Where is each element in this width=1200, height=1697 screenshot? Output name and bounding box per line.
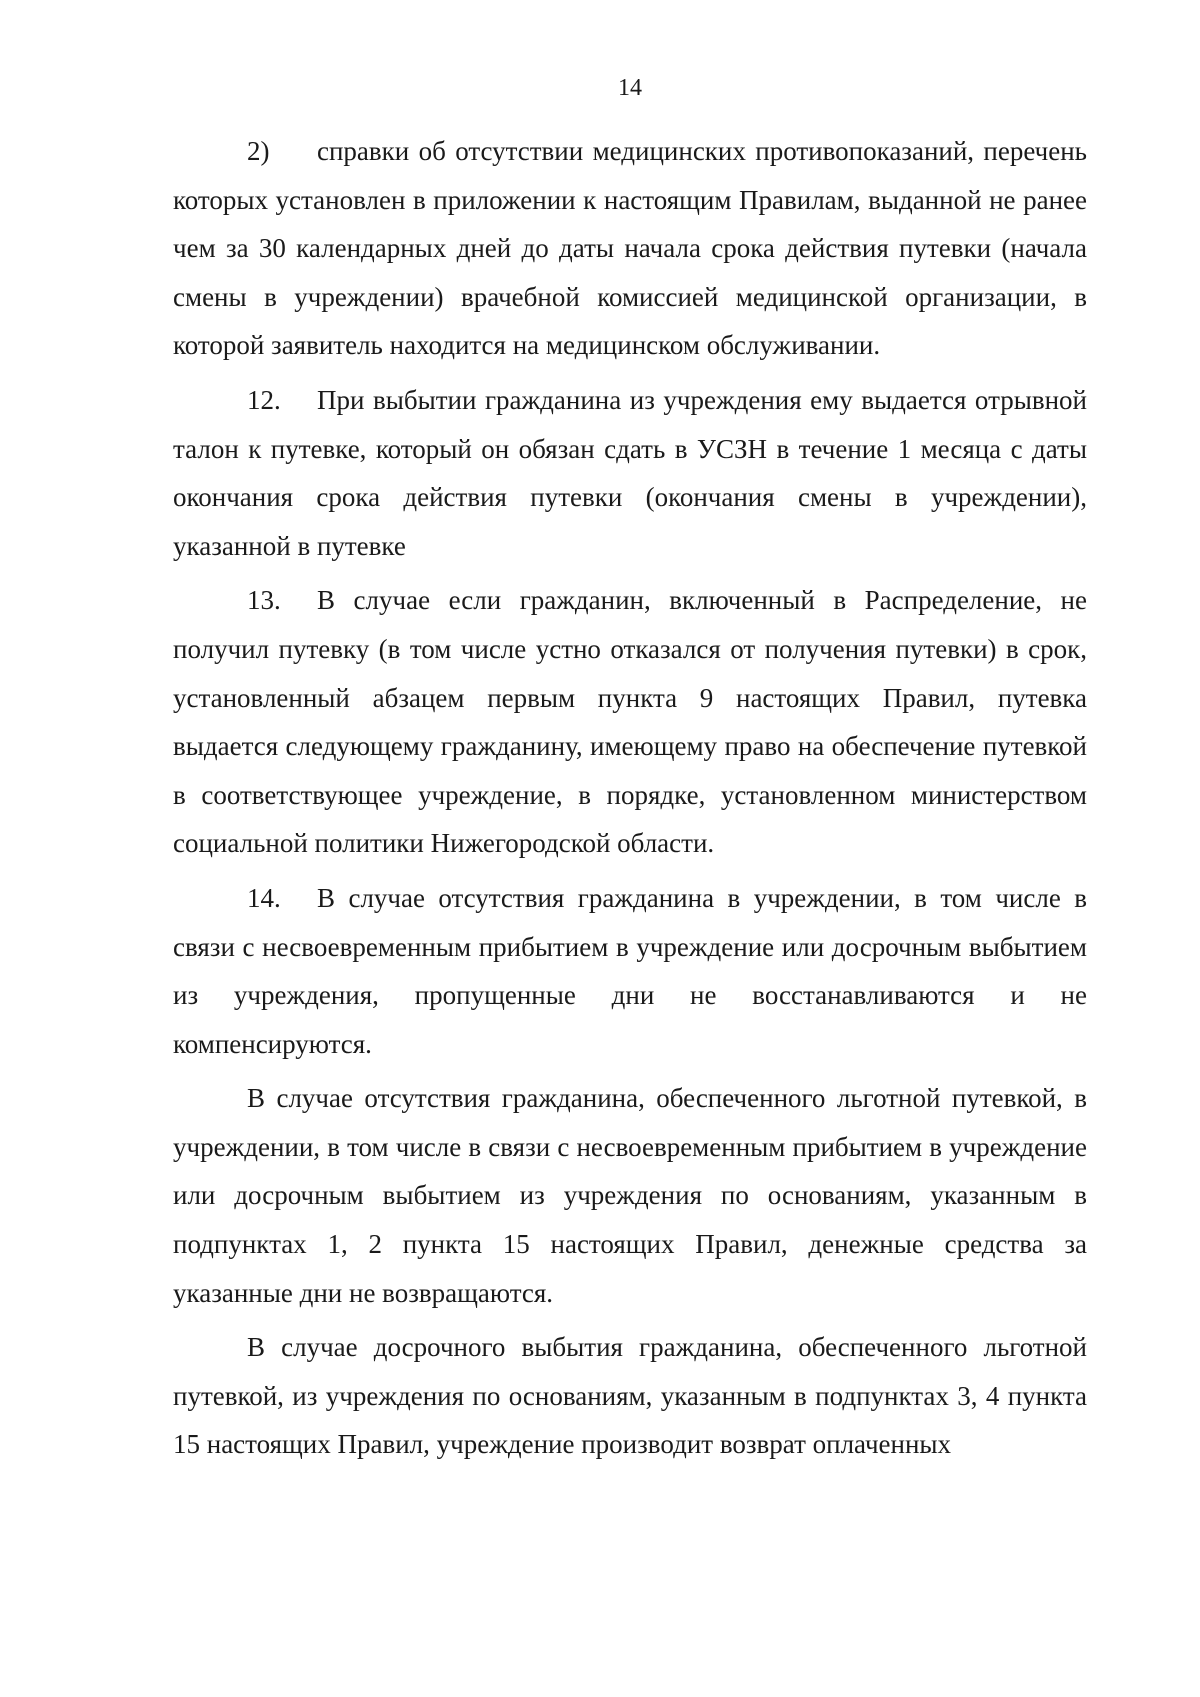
paragraph-text: В случае отсутствия гражданина в учреждении, в том числе в связи с несвоевременным прибытием в учреждение или досрочным выбытием из учреждения, пропущенные дни не восстанавливаются и не компенсируются.	[173, 882, 1087, 1059]
paragraph-item-12	[173, 376, 1087, 570]
paragraph-text: справки об отсутствии медицинских противопоказаний, перечень которых установлен в приложении к настоящим Правилам, выданной не ранее чем за 30 календарных дней до даты начала срока действия путевки (начала смены в учреждении) врачебной комиссией медицинской организации, в которой заявитель находится на медицинском обслуживании.	[173, 136, 1087, 361]
paragraph-text: При выбытии гражданина из учреждения ему выдается отрывной талон к путевке, который он обязан сдать в УСЗН в течение 1 месяца с даты окончания срока действия путевки (окончания смены в учреждении), указанной в путевке	[173, 384, 1087, 561]
paragraph-text: В случае если гражданин, включенный в Распределение, не получил путевку (в том числе устно отказался от получения путевки) в срок, установленный абзацем первым пункта 9 настоящих Правил, путевка выдается следующему гражданину, имеющему право на обеспечение путевкой в соответствующее учреждение, в порядке, установленном министерством социальной политики Нижегородской области.	[173, 585, 1087, 859]
paragraph-number: 2)	[247, 136, 270, 166]
paragraph-subitem-2	[173, 127, 1087, 370]
paragraph-item-14-second	[173, 1074, 1087, 1317]
paragraph-number: 12.	[247, 384, 281, 415]
document-body	[173, 127, 1087, 1469]
paragraph-number: 14.	[247, 882, 281, 913]
paragraph-number: 13.	[247, 585, 281, 616]
paragraph-item-13	[173, 576, 1087, 868]
paragraph-item-14	[173, 874, 1087, 1068]
paragraph-item-14-third	[173, 1323, 1087, 1469]
paragraph-text: В случае отсутствия гражданина, обеспеченного льготной путевкой, в учреждении, в том числе в связи с несвоевременным прибытием в учреждение или досрочным выбытием из учреждения по основаниям, указанным в подпунктах 1, 2 пункта 15 настоящих Правил, денежные средства за указанные дни не возвращаются.	[173, 1083, 1087, 1308]
page-number: 14	[618, 75, 642, 101]
paragraph-text: В случае досрочного выбытия гражданина, обеспеченного льготной путевкой, из учреждения по основаниям, указанным в подпунктах 3, 4 пункта 15 настоящих Правил, учреждение производит возврат оплаченных	[173, 1332, 1087, 1460]
